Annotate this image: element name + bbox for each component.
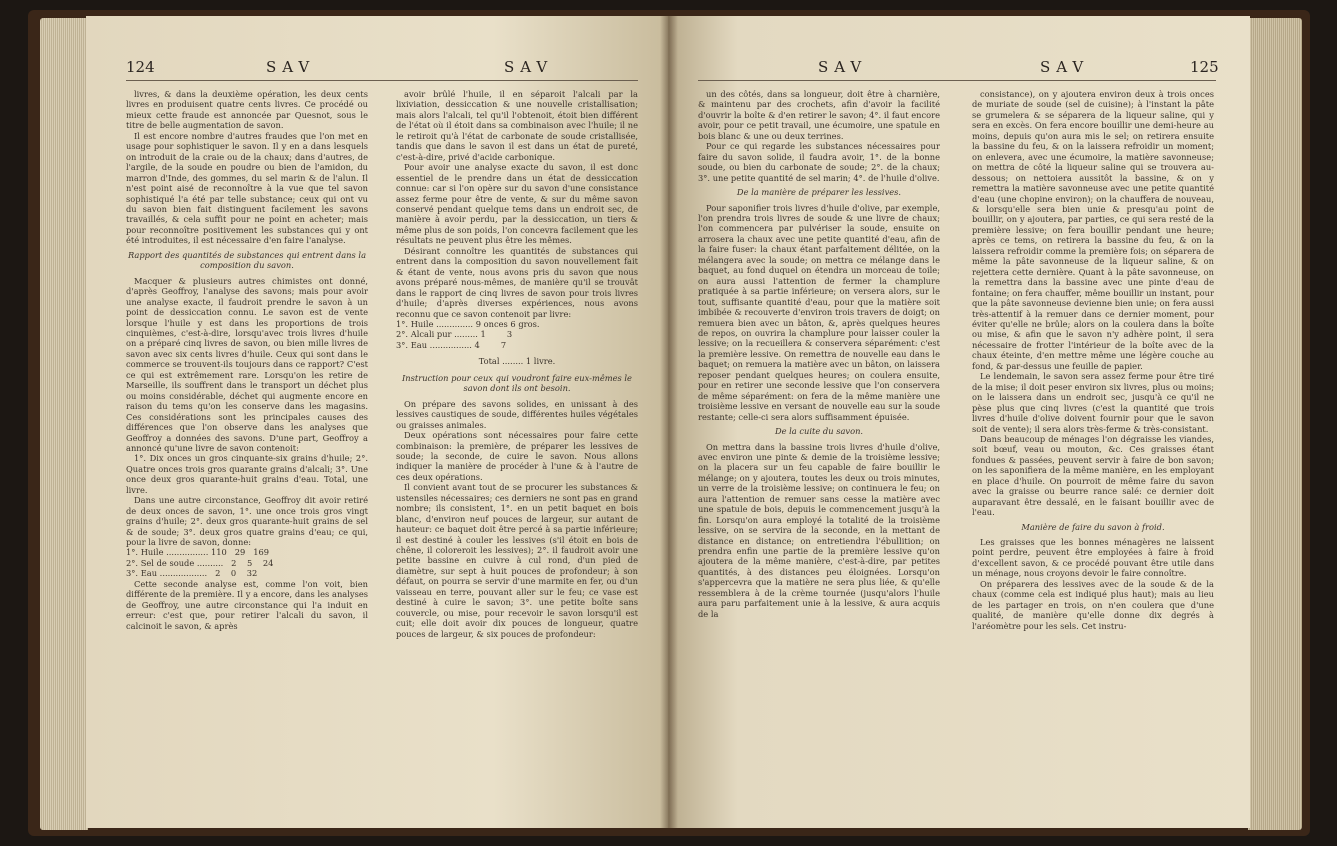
page-edges-left: [40, 18, 88, 830]
paragraph: On mettra dans la bassine trois livres d'huile d'olive, avec environ une pinte & demie de la troisième lessive; on la placera sur un feu capable de faire bouillir le mélange; on y ajoutera, toutes les deux ou trois minutes, un verre de la troisième lessive; on continuera le feu; on aura l'attention de remuer sans cesse la matière avec une spatule de bois, depuis le commencement jusqu'à la fin. Lorsqu'on aura employé la totalité de la troisième lessive, on se servira de la seconde, en la mettant de distance en distance; on entretiendra l'ébullition; on prendra enfin une partie de la première lessive qu'on ajoutera de la même manière, c'est-à-dire, par petites quantités, à des distances peu éloignées. Lorsqu'on s'appercevra que la matière ne sera plus liée, & qu'elle ressemblera à de la crème tournée (jusqu'alors l'huile aura paru parfaitement unie à la lessive, & aura acquis de la: [698, 441, 940, 619]
paragraph: Les graisses que les bonnes ménagères ne laissent point perdre, peuvent être employées à faire à froid d'excellent savon, & ce procédé pouvant être utile dans un ménage, nous croyons devoir le faire connoître.: [972, 537, 1214, 579]
paragraph: Deux opérations sont nécessaires pour faire cette combinaison: la première, de préparer les lessives de soude; la seconde, de cuire le savon. Nous allons indiquer la manière de procéder à l'une & à l'autre de ces deux opérations.: [396, 430, 638, 482]
paragraph: On préparera des lessives avec de la soude & de la chaux (comme cela est indiqué plus haut); mais au lieu de les partager en trois, on n'en coulera que d'une qualité, de manière qu'elle donne dix degrés à l'aréomètre pour les sels. Cet instru-: [972, 578, 1214, 631]
right-running-head-2: SAV: [1040, 58, 1090, 76]
section-heading: De la cuite du savon.: [774, 426, 864, 437]
paragraph: consistance), on y ajoutera environ deux à trois onces de muriate de soude (sel de cuisine); à l'instant la pâte se grumelera & se séparera de la liqueur saline, qui y sera en excès. On fera encore bouillir une demi-heure au moins, depuis qu'on aura mis le sel; on retirera ensuite la bassine du feu, & on la laissera refroidir un moment; on enlevera, avec une écumoire, la matière savonneuse; on mettra de côté la liqueur saline qui se trouvera au-dessous; on nettoiera aussitôt la bassine, & on y remettra la matière savonneuse avec une petite quantité d'eau (une chopine environ); on la chauffera de nouveau, & lorsqu'elle sera bien unie & presqu'au point de bouillir, on y ajoutera, par parties, ce qui sera resté de la première lessive; on fera bouillir pendant une heure; après ce tems, on retirera la bassine du feu, & on la laissera refroidir comme la première fois; on séparera de même la pâte savonneuse de la liqueur saline, & on rejettera cette dernière. Quant à la pâte savonneuse, on la remettra dans la bassine avec une pinte d'eau de fontaine; on fera chauffer, même bouillir un instant, pour que la pâte savonneuse devienne bien unie; on fera aussi très-attentif à la remuer dans ce dernier moment, pour éviter qu'elle ne brûle; alors on la coulera dans la boîte ou mise, & afin que le savon n'y adhère point, il sera nécessaire de frotter l'intérieur de la boîte avec de la chaux éteinte, d'en mettre même une légère couche au fond, & par-dessus une feuille de papier.: [972, 89, 1214, 371]
left-running-head-1: SAV: [266, 58, 316, 76]
paragraph: Pour saponifier trois livres d'huile d'olive, par exemple, l'on prendra trois livres de soude & une livre de chaux; l'on commencera par pulvériser la soude, ensuite on arrosera la chaux avec une petite quantité d'eau, afin de la faire fuser: la chaux étant parfaitement délitée, on la mélangera avec la soude; on mettra ce mélange dans le baquet, au fond duquel on étendra un morceau de toile; on aura aussi l'attention de fermer la champlure pratiquée à sa partie inférieure; on versera alors, sur le tout, suffisante quantité d'eau, pour que la matière soit imbibée & recouverte d'environ trois travers de doigt; on remuera bien avec un bâton, &, après quelques heures de repos, on ouvrira la champlure pour laisser couler la lessive; on la recueillera & conservera séparément: c'est la première lessive. On remettra de nouvelle eau dans le baquet; on remuera la matière avec un bâton, on laissera reposer pendant quelques heures; on coulera ensuite, pour en retirer une seconde lessive que l'on conservera de même séparément: on fera de la même manière une troisième lessive en versant de nouvelle eau sur la soude restante; celle-ci sera alors suffisamment épuisée.: [698, 202, 940, 422]
left-page-number: 124: [126, 58, 155, 76]
recipe-table: 1°. Huile .............. 9 onces 6 gros. 2°. Alcali pur ......... 1 3 3°. Eau ................ 4 7: [396, 318, 540, 350]
right-header-rule: [698, 80, 1216, 81]
paragraph: Pour ce qui regarde les substances nécessaires pour faire du savon solide, il faudra avoir, 1°. de la bonne soude, ou bien du carbonate de soude; 2°. de la chaux; 3°. une petite quantité de sel marin; 4°. de l'huile d'olive.: [698, 141, 940, 183]
paragraph: 1°. Dix onces un gros cinquante-six grains d'huile; 2°. Quatre onces trois gros quarante grains d'alcali; 3°. Une once deux gros quarante-huit grains d'eau. Total, une livre.: [126, 453, 368, 495]
section-heading: Rapport des quantités de substances qui entrent dans la composition du savon.: [127, 249, 367, 271]
paragraph: On prépare des savons solides, en unissant à des lessives caustiques de soude, différentes huiles végétales ou graisses animales.: [396, 398, 638, 430]
left-page-column-1: [126, 89, 368, 824]
total-line: Total ........ 1 livre.: [478, 356, 556, 367]
paragraph: un des côtés, dans sa longueur, doit être à charnière, & maintenu par des crochets, afin d'avoir la facilité d'ouvrir la boîte & d'en retirer le savon; 4°. il faut encore avoir, pour ce petit travail, une écumoire, une spatule en bois blanc & une ou deux terrines.: [698, 89, 940, 141]
paragraph: Pour avoir une analyse exacte du savon, il est donc essentiel de le prendre dans un état de dessiccation connue: car si l'on opère sur du savon d'une consistance assez ferme pour être de vente, & sur du même savon conservé pendant quelque tems dans un endroit sec, de manière à avoir perdu, par la dessiccation, un tiers & même plus de son poids, l'on concevra facilement que les résultats ne peuvent plus être les mêmes.: [396, 162, 638, 246]
right-page: [668, 16, 1250, 828]
paragraph: Désirant connoître les quantités de substances qui entrent dans la composition du savon nouvellement fait & étant de vente, nous avons pris du savon que nous avons préparé nous-mêmes, de manière qu'il se trouvât dans le rapport de cinq livres de savon pour trois livres d'huile; d'après diverses expériences, nous avons reconnu que ce savon contenoit par livre:: [396, 245, 638, 319]
paragraph: livres, & dans la deuxième opération, les deux cents livres en produisent quatre cents livres. Ce procédé ou mieux cette fraude est annoncée par Quesnot, sous le titre de belle augmentation de savon.: [126, 89, 368, 131]
left-page: [86, 16, 668, 828]
section-heading: Instruction pour ceux qui voudront faire eux-mêmes le savon dont ils ont besoin.: [402, 372, 632, 394]
paragraph: Il est encore nombre d'autres fraudes que l'on met en usage pour sophistiquer le savon. Il y en a dans lesquels on introduit de la craie ou de la chaux; dans d'autres, de l'argile, de la soude en poudre ou bien de l'amidon, du marron d'Inde, des gommes, du sel marin & de l'alun. Il n'est point aisé de reconnoître à la vue que tel savon sophistiqué l'a été par telle substance; ceux qui ont vu du savon bien fait distinguent facilement les savons travaillés, & cela suffit pour ne point en acheter; mais pour reconnoître positivement les substances qui y ont été introduites, il est nécessaire d'en faire l'analyse.: [126, 130, 368, 246]
paragraph: avoir brûlé l'huile, il en séparoit l'alcali par la lixiviation, dessiccation & une nouvelle cristallisation; mais alors l'alcali, tel qu'il l'obtenoit, étoit bien différent de l'état où il étoit dans sa combinaison avec l'huile; il ne le retiroit qu'à l'état de carbonate de soude cristallisée, tandis que dans le savon il est dans un état de pureté, c'est-à-dire, privé d'acide carbonique.: [396, 89, 638, 162]
right-page-number: 125: [1190, 58, 1219, 76]
right-page-column-2: [972, 89, 1214, 824]
right-page-column-1: [698, 89, 940, 824]
section-heading: Manière de faire du savon à froid.: [1021, 521, 1165, 532]
paragraph: Dans beaucoup de ménages l'on dégraisse les viandes, soit bœuf, veau ou mouton, &c. Ces graisses étant fondues & passées, peuvent servir à faire de bon savon; on les saponifiera de la même manière, en les employant en place d'huile. On pourroit de même faire du savon avec la graisse ou beurre rance salé: ce dernier doit auparavant être dessalé, en le faisant bouillir avec de l'eau.: [972, 433, 1214, 518]
book-gutter: [660, 16, 678, 828]
paragraph: Dans une autre circonstance, Geoffroy dit avoir retiré de deux onces de savon, 1°. une once trois gros vingt grains d'huile; 2°. deux gros quarante-huit grains de sel & de soude; 3°. deux gros quatre grains d'eau; ce qui, pour la livre de savon, donne:: [126, 495, 368, 548]
left-running-head-2: SAV: [504, 58, 554, 76]
right-running-head-1: SAV: [818, 58, 868, 76]
paragraph: Il convient avant tout de se procurer les substances & ustensiles nécessaires; ces derniers ne sont pas en grand nombre; ils consistent, 1°. en un petit baquet en bois blanc, d'environ neuf pouces de largeur, sur autant de hauteur: ce baquet doit être percé à sa partie inférieure; il est destiné à couler les lessives (s'il étoit en bois de chêne, il coloreroit les lessives); 2°. il faudroit avoir une petite bassine en cuivre à cul rond, d'un pied de diamètre, sur sept à huit pouces de profondeur; à son défaut, on pourra se servir d'une marmite en fer, ou d'un vaisseau en terre, pouvant aller sur le feu; ce vase est destiné à cuire le savon; 3°. une petite boîte sans couvercle, ou mise, pour recevoir le savon lorsqu'il est cuit; elle doit avoir dix pouces de longueur, quatre pouces de largeur, & six pouces de profondeur:: [396, 482, 638, 639]
page-edges-right: [1248, 18, 1302, 830]
paragraph: Macquer & plusieurs autres chimistes ont donné, d'après Geoffroy, l'analyse des savons; mais pour avoir une analyse exacte, il faudroit prendre le savon à un point de dessiccation connu. Le savon est de vente lorsque l'huile y est dans les proportions de trois cinquièmes, c'est-à-dire, lorsqu'avec trois livres d'huile on a préparé cinq livres de savon, ou bien mille livres de savon avec six cents livres d'huile. Ceux qui sont dans le commerce se trouvent-ils toujours dans ce rapport? C'est ce qui est extrêmement rare. Lorsqu'on les retire de Marseille, ils souffrent dans le transport un déchet plus ou moins considérable, déchet qui augmente encore en raison du tems qu'on les conserve dans les magasins. Ces considérations sont les principales causes des différences que l'on observe dans les analyses que Geoffroy a données des savons. D'une part, Geoffroy a annoncé qu'une livre de savon contenoit:: [126, 275, 368, 453]
left-header-rule: [126, 80, 638, 81]
section-heading: De la manière de préparer les lessives.: [736, 187, 902, 198]
paragraph: Le lendemain, le savon sera assez ferme pour être tiré de la mise; il doit peser environ six livres, plus ou moins; on le laissera dans un endroit sec, jusqu'à ce qu'il ne pèse plus que cinq livres (c'est la quantité que trois livres d'huile d'olive doivent fournir pour que le savon soit de vente); il sera alors très-ferme & très-consistant.: [972, 371, 1214, 434]
left-page-column-2: [396, 89, 638, 824]
recipe-table: 1°. Huile ................ 110 29 169 2°. Sel de soude .......... 2 5 24 3°. Eau .................. 2 0 32: [126, 547, 274, 579]
paragraph: Cette seconde analyse est, comme l'on voit, bien différente de la première. Il y a encore, dans les analyses de Geoffroy, une autre circonstance qui l'a induit en erreur: c'est que, pour retirer l'alcali du savon, il calcinoit le savon, & après: [126, 578, 368, 631]
